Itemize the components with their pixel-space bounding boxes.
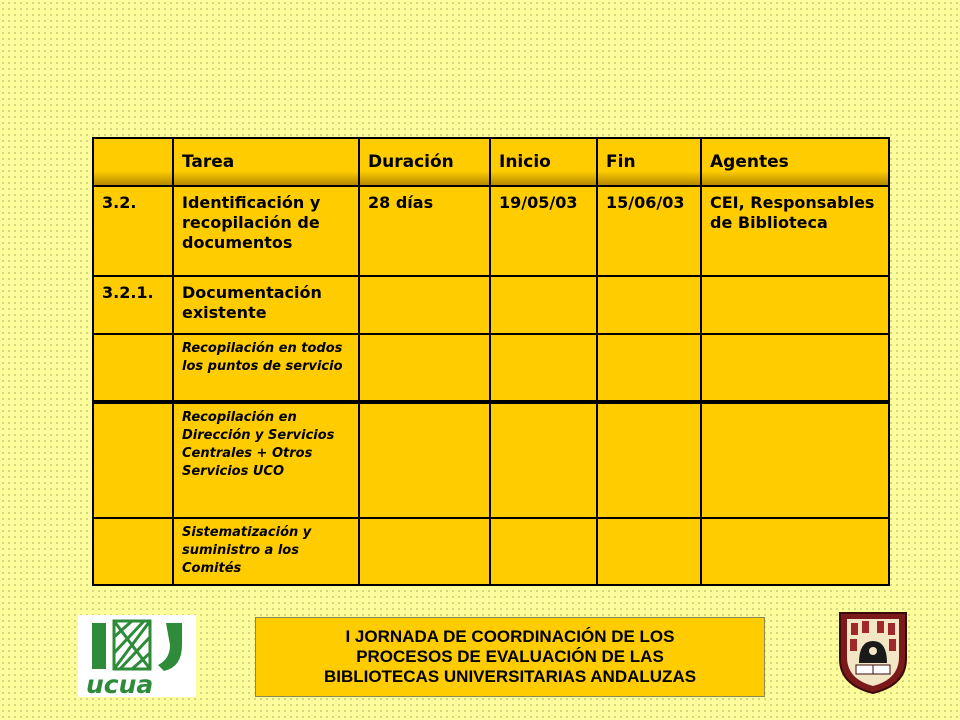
- ucua-logo-graphic: [78, 615, 196, 697]
- table-cell: [490, 518, 597, 585]
- table-cell: [597, 402, 701, 518]
- footer-title: [324, 627, 696, 687]
- table-row: [93, 402, 889, 518]
- ucua-wordmark: ucua: [86, 670, 154, 697]
- footer-line: BIBLIOTECAS UNIVERSITARIAS ANDALUZAS: [323, 667, 697, 686]
- table-cell: Documentación existente: [173, 276, 359, 334]
- university-seal-graphic: [832, 603, 914, 695]
- table-cell: 3.2.: [93, 186, 173, 276]
- table-cell: [597, 518, 701, 585]
- table-cell: [597, 276, 701, 334]
- table-cell: 3.2.1.: [93, 276, 173, 334]
- header-cell-id: [93, 138, 173, 186]
- university-seal-icon: [832, 603, 914, 695]
- table-cell: [359, 518, 490, 585]
- header-cell-agentes: Agentes: [701, 138, 889, 186]
- table-cell: Sistematización y suministro a los Comités: [173, 518, 359, 585]
- table-cell: Recopilación en Dirección y Servicios Centrales + Otros Servicios UCO: [173, 402, 359, 518]
- header-cell-tarea: Tarea: [173, 138, 359, 186]
- table-cell: [359, 402, 490, 518]
- ucua-logo: [78, 615, 196, 697]
- task-schedule-table: [92, 137, 890, 586]
- header-cell-duracion: Duración: [359, 138, 490, 186]
- table-cell: [490, 334, 597, 402]
- table-cell: [359, 334, 490, 402]
- table-cell: 19/05/03: [490, 186, 597, 276]
- table-row: [93, 518, 889, 585]
- table-cell: Recopilación en todos los puntos de servicio: [173, 334, 359, 402]
- header-cell-inicio: Inicio: [490, 138, 597, 186]
- footer-banner: [255, 617, 765, 697]
- table-cell: [93, 518, 173, 585]
- table-cell: 28 días: [359, 186, 490, 276]
- table-cell: [597, 334, 701, 402]
- footer-line: PROCESOS DE EVALUACIÓN DE LAS: [356, 647, 664, 666]
- footer-line: I JORNADA DE COORDINACIÓN DE LOS: [345, 627, 675, 646]
- table-cell: [93, 334, 173, 402]
- table-row: [93, 276, 889, 334]
- header-cell-fin: Fin: [597, 138, 701, 186]
- table-row: [93, 186, 889, 276]
- table-cell: CEI, Responsables de Biblioteca: [701, 186, 889, 276]
- table-cell: [701, 276, 889, 334]
- table-cell: [490, 402, 597, 518]
- table-cell: [93, 402, 173, 518]
- table-cell: 15/06/03: [597, 186, 701, 276]
- table-cell: [490, 276, 597, 334]
- table-cell: Identificación y recopilación de documentos: [173, 186, 359, 276]
- table-cell: [701, 402, 889, 518]
- table-cell: [359, 276, 490, 334]
- table-cell: [701, 518, 889, 585]
- table-row: [93, 334, 889, 402]
- table-cell: [701, 334, 889, 402]
- header-row: [93, 138, 889, 186]
